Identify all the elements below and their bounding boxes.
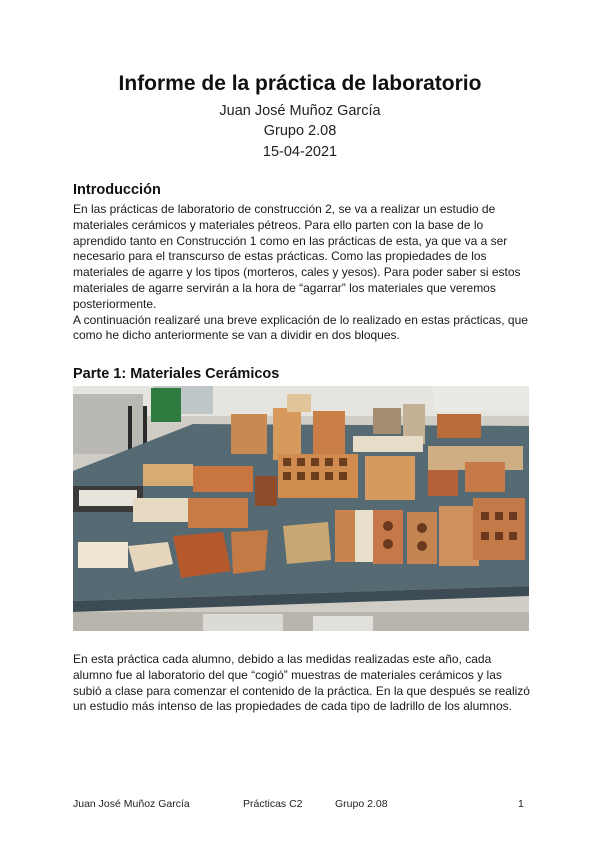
intro-heading: Introducción xyxy=(73,182,161,198)
intro-paragraph-2: A continuación realizaré una breve explicación de lo realizado en estas prácticas, que como he dicho anteriormente se van a dividir en dos bloques. xyxy=(73,312,528,343)
footer-author: Juan José Muñoz García xyxy=(73,798,190,810)
intro-paragraph-1: En las prácticas de laboratorio de construcción 2, se va a realizar un estudio de materiales cerámicos y materiales pétreos. Para ello parten con la base de lo aprendido tanto en Construcción 1 como en las prácticas de esta, ya que va a ser necesario para el transcurso de estas prácticas. Como las propiedades de los materiales de agarre y los tipos (morteros, cales y yesos). Para poder saber si estos materiales de agarre servirán a la hora de “agarrar” los materiales que veremos posteriormente. xyxy=(73,202,521,311)
author-name: Juan José Muñoz García xyxy=(219,103,381,119)
footer-group: Grupo 2.08 xyxy=(335,798,388,810)
group-label: Grupo 2.08 xyxy=(263,123,337,139)
part1-paragraph: En esta práctica cada alumno, debido a las medidas realizadas este año, cada alumno fue al laboratorio del que “cogió” muestras de materiales cerámicos y las subió a clase para comenzar el contenido de la práctica. En la que después se realizó un estudio más intenso de las propiedades de cada tipo de ladrillo de los alumnos. xyxy=(73,652,530,714)
intro-text xyxy=(73,202,533,344)
page-number: 1 xyxy=(518,798,524,810)
footer-course: Prácticas C2 xyxy=(243,798,303,810)
ceramic-materials-photo xyxy=(73,386,529,631)
date-label: 15-04-2021 xyxy=(262,144,338,160)
part1-text xyxy=(73,652,533,715)
page-title: Informe de la práctica de laboratorio xyxy=(118,72,482,95)
ceramic-materials-illustration xyxy=(73,386,529,631)
part1-heading: Parte 1: Materiales Cerámicos xyxy=(73,366,280,382)
